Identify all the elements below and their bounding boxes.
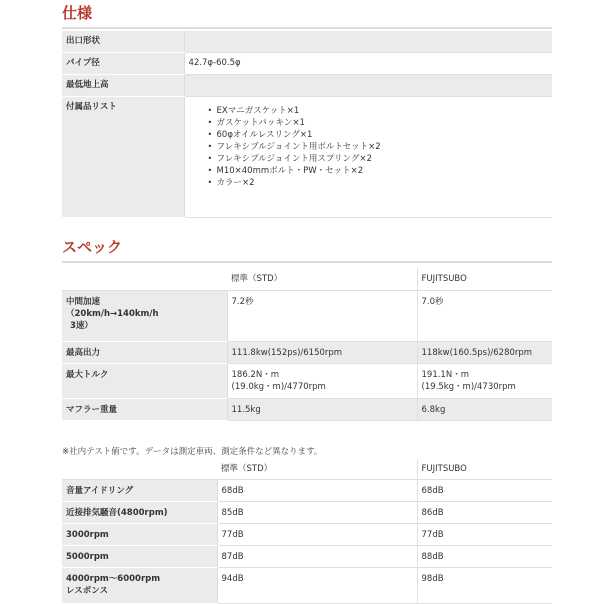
spec-value-pipe-diameter: 42.7φ-60.5φ [184, 52, 552, 74]
cell-std-muffler-weight: 11.5kg [227, 398, 417, 420]
spec-label-accessories: 付属品リスト [62, 96, 184, 217]
list-item: • 60φオイルレスリング×1 [217, 129, 553, 141]
cell-std-proximity: 85dB [217, 501, 417, 523]
table-row [62, 52, 552, 74]
label-line: 3速） [70, 320, 93, 331]
row-label-3000rpm: 3000rpm [62, 523, 217, 545]
spec-value-accessories [184, 96, 552, 217]
table-row [62, 545, 552, 567]
table-row [62, 341, 552, 363]
cell-fuji-proximity: 86dB [417, 501, 552, 523]
cell-fuji-acceleration: 7.0秒 [417, 290, 552, 341]
cell-std-5000rpm: 87dB [217, 545, 417, 567]
value-line: (19.0kg・m)/4770rpm [231, 381, 326, 392]
value-line: 191.1N・m [421, 369, 469, 380]
spec-title-rule [62, 27, 552, 29]
spec-label-outlet-shape: 出口形状 [62, 31, 184, 52]
spec-section-title: 仕様 [62, 4, 93, 22]
spec-value-ground-clearance [184, 74, 552, 96]
row-label-max-power: 最高出力 [62, 341, 227, 363]
cell-std-response: 94dB [217, 567, 417, 603]
row-label-proximity-noise: 近接排気騒音(4800rpm) [62, 501, 217, 523]
table-row [62, 523, 552, 545]
value-line: 186.2N・m [231, 369, 279, 380]
spec-label-ground-clearance: 最低地上高 [62, 74, 184, 96]
performance-section-title: スペック [62, 238, 123, 256]
row-label-5000rpm: 5000rpm [62, 545, 217, 567]
table-header-row [62, 268, 552, 290]
table-row [62, 290, 552, 341]
list-item: • ガスケットパッキン×1 [217, 117, 553, 129]
cell-fuji-max-torque [417, 363, 552, 398]
column-header-fujitsubo: FUJITSUBO [417, 268, 552, 290]
label-line: 中間加速 [66, 296, 101, 307]
list-item: • フレキシブルジョイント用ボルトセット×2 [217, 141, 553, 153]
column-header-std: 標準（STD） [217, 459, 417, 479]
row-label-muffler-weight: マフラー重量 [62, 398, 227, 420]
row-label-mid-acceleration [62, 290, 227, 341]
cell-fuji-3000rpm: 77dB [417, 523, 552, 545]
table-row [62, 398, 552, 420]
label-line: 4000rpm〜6000rpm [66, 573, 161, 584]
table-row [62, 74, 552, 96]
spec-value-outlet-shape [184, 31, 552, 52]
label-line: レスポンス [66, 585, 108, 596]
test-value-note: ※社内テスト値です。データは測定車両、測定条件など異なります。 [62, 447, 323, 457]
cell-std-max-torque [227, 363, 417, 398]
cell-std-acceleration: 7.2秒 [227, 290, 417, 341]
list-item: • EXマニガスケット×1 [217, 105, 553, 117]
row-label-idle-volume: 音量アイドリング [62, 479, 217, 501]
column-header-fujitsubo: FUJITSUBO [417, 459, 552, 479]
cell-std-3000rpm: 77dB [217, 523, 417, 545]
cell-fuji-muffler-weight: 6.8kg [417, 398, 552, 420]
header-blank [62, 459, 217, 479]
list-item: • M10×40mmボルト・PW・セット×2 [217, 165, 553, 177]
table-row [62, 363, 552, 398]
table-row [62, 501, 552, 523]
table-header-row [62, 459, 552, 479]
spec-label-pipe-diameter: パイプ径 [62, 52, 184, 74]
cell-fuji-max-power: 118kw(160.5ps)/6280rpm [417, 341, 552, 363]
table-row [62, 567, 552, 603]
accessory-list [189, 105, 553, 189]
spec-table [62, 31, 552, 218]
row-label-max-torque: 最大トルク [62, 363, 227, 398]
cell-fuji-response: 98dB [417, 567, 552, 603]
value-line: (19.5kg・m)/4730rpm [421, 381, 516, 392]
list-item: • カラー×2 [217, 177, 553, 189]
performance-title-rule [62, 261, 552, 263]
header-blank [62, 268, 227, 290]
column-header-std: 標準（STD） [227, 268, 417, 290]
list-item: • フレキシブルジョイント用スプリング×2 [217, 153, 553, 165]
cell-std-idle: 68dB [217, 479, 417, 501]
row-label-response [62, 567, 217, 603]
cell-std-max-power: 111.8kw(152ps)/6150rpm [227, 341, 417, 363]
cell-fuji-idle: 68dB [417, 479, 552, 501]
table-row [62, 96, 552, 217]
table-row [62, 31, 552, 52]
label-line: （20km/h→140km/h [66, 308, 159, 319]
sound-table [62, 459, 552, 604]
table-row [62, 479, 552, 501]
cell-fuji-5000rpm: 88dB [417, 545, 552, 567]
performance-table [62, 268, 552, 421]
